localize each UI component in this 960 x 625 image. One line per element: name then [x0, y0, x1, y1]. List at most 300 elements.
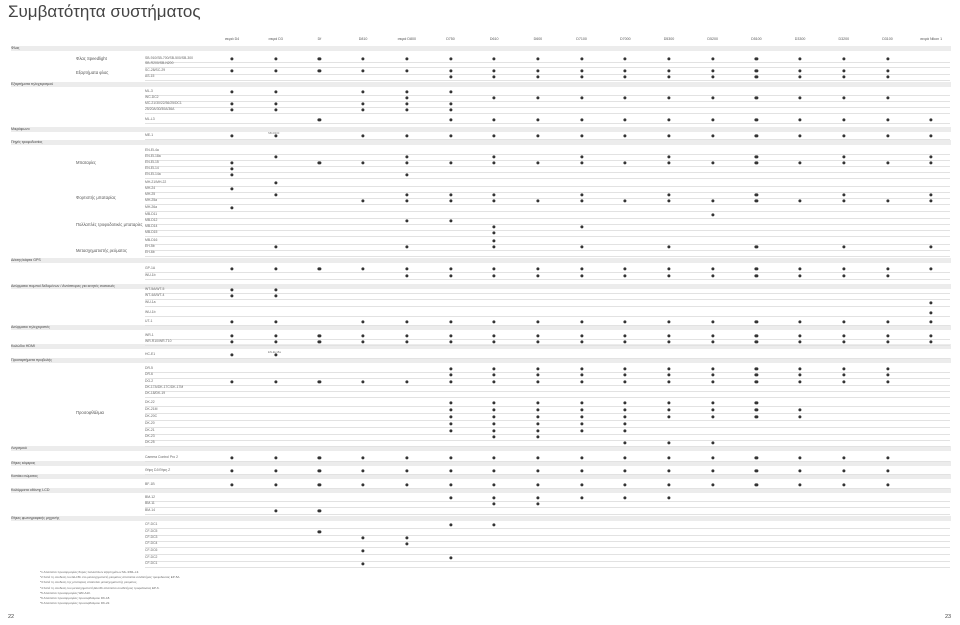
compatible-dot [362, 469, 365, 472]
compatible-dot [274, 193, 277, 196]
compatible-dot [449, 75, 452, 78]
compatible-dot [842, 118, 845, 121]
compatible-dot [711, 408, 714, 411]
row-label: WU-1a [145, 300, 156, 304]
compatible-dot [449, 57, 452, 60]
compatible-dot [449, 320, 452, 323]
compatible-dot [274, 181, 277, 184]
compatible-dot [230, 288, 233, 291]
compatible-dot [493, 415, 496, 418]
compatible-dot [405, 161, 408, 164]
model-column-header: D7100 [576, 37, 587, 41]
row-label: CF-DC3 [145, 535, 158, 539]
compatible-dot [799, 118, 802, 121]
compatible-dot [230, 167, 233, 170]
compatible-dot [580, 96, 583, 99]
compatible-dot [580, 429, 583, 432]
row-label: DK-22 [145, 400, 155, 404]
compatible-dot [799, 415, 802, 418]
compatible-dot [536, 422, 539, 425]
compatible-dot [624, 456, 627, 459]
row-label: MB-D15 [145, 230, 158, 234]
compatible-dot [799, 274, 802, 277]
compatible-dot [493, 274, 496, 277]
compatible-dot [405, 536, 408, 539]
compatible-dot [318, 340, 321, 343]
compatible-dot [667, 96, 670, 99]
compatible-dot [842, 57, 845, 60]
row-divider [145, 358, 950, 359]
table-row [0, 198, 960, 204]
compatible-dot [405, 199, 408, 202]
compatible-dot [711, 401, 714, 404]
row-label: MH-26a [145, 205, 158, 209]
compatible-dot [493, 225, 496, 228]
compatible-dot [493, 435, 496, 438]
compatible-dot [493, 429, 496, 432]
compatible-dot [536, 415, 539, 418]
subgroup-label: Προσοφθάλμια [76, 410, 104, 415]
model-column-header: σειρά D4 [224, 37, 240, 41]
compatible-dot [755, 469, 758, 472]
compatible-dot [755, 245, 758, 248]
compatible-dot [667, 441, 670, 444]
compatible-dot [755, 75, 758, 78]
compatible-dot [493, 496, 496, 499]
row-label: MB-D11 [145, 212, 158, 216]
row-divider [145, 236, 950, 237]
model-column-header: D5200 [707, 37, 718, 41]
table-row [0, 293, 960, 299]
compatible-dot [274, 483, 277, 486]
row-label: WT-5A/WT-5 [145, 287, 165, 291]
compatible-dot [842, 134, 845, 137]
row-label: DK-25 [145, 440, 155, 444]
compatible-dot [536, 320, 539, 323]
compatible-dot [886, 483, 889, 486]
compatible-dot [580, 422, 583, 425]
compatible-dot [405, 245, 408, 248]
model-column-header: D3100 [882, 37, 893, 41]
compatible-dot [930, 193, 933, 196]
compatible-dot [624, 441, 627, 444]
row-label: WT-4A/WT-4 [145, 293, 165, 297]
row-divider [145, 256, 950, 257]
compatible-dot [711, 213, 714, 216]
subgroup-label: Πολλαπλές τροφοδοτικές μπαταρίες [76, 222, 143, 227]
compatible-dot [624, 429, 627, 432]
compatible-dot [362, 334, 365, 337]
compatible-dot [493, 483, 496, 486]
compatible-dot [318, 483, 321, 486]
row-label: CF-DC4 [145, 541, 158, 545]
compatible-dot [580, 267, 583, 270]
compatible-dot [449, 422, 452, 425]
compatible-dot [449, 219, 452, 222]
compatible-dot [318, 530, 321, 533]
footnote: *2 Κατά τη σύνδεση του EH-5b στο μετασχηματιστή ρεύματος απαιτείται συνδετήρας τροφοδοσίας EP-5A. [40, 575, 181, 580]
compatible-dot [449, 102, 452, 105]
compatible-dot [930, 334, 933, 337]
row-divider [145, 474, 950, 475]
row-divider [145, 325, 950, 326]
compatible-dot [755, 118, 758, 121]
row-divider [145, 446, 950, 447]
compatible-dot [449, 367, 452, 370]
row-label: GP-1A [145, 266, 156, 270]
compatible-dot [536, 401, 539, 404]
compatible-dot [274, 245, 277, 248]
compatible-dot [449, 373, 452, 376]
compatible-dot [799, 161, 802, 164]
compatible-dot [362, 161, 365, 164]
compatible-dot [536, 134, 539, 137]
compatible-dot [536, 57, 539, 60]
compatible-dot [274, 340, 277, 343]
model-column-header: σειρά Nikon 1 [920, 37, 943, 41]
compatible-dot [580, 340, 583, 343]
compatible-dot [493, 231, 496, 234]
compatible-dot [493, 380, 496, 383]
compatible-dot [842, 274, 845, 277]
compatible-dot [318, 118, 321, 121]
compatible-dot [799, 469, 802, 472]
compatible-dot [624, 69, 627, 72]
compatible-dot [536, 483, 539, 486]
compatible-dot [230, 340, 233, 343]
compatible-dot [930, 118, 933, 121]
compatible-dot [711, 96, 714, 99]
row-divider [145, 80, 950, 81]
compatible-dot [536, 69, 539, 72]
compatible-dot [580, 134, 583, 137]
compatible-dot [624, 161, 627, 164]
compatible-dot [536, 199, 539, 202]
model-column-header: σειρά D800 [397, 37, 416, 41]
row-label: AS-15 [145, 74, 155, 78]
compatible-dot [799, 456, 802, 459]
table-row [0, 250, 960, 256]
compatible-dot [493, 161, 496, 164]
compatible-dot [362, 102, 365, 105]
compatible-dot [580, 373, 583, 376]
row-label: CF-DC6 [145, 548, 158, 552]
compatible-dot [318, 161, 321, 164]
compatible-dot [493, 69, 496, 72]
compatible-dot [799, 134, 802, 137]
compatible-dot [755, 415, 758, 418]
compatible-dot [755, 161, 758, 164]
compatible-dot [274, 90, 277, 93]
row-label: CF-DC1 [145, 522, 158, 526]
compatible-dot [711, 373, 714, 376]
compatible-dot [667, 408, 670, 411]
compatible-dot [667, 367, 670, 370]
compatible-dot [930, 320, 933, 323]
compatible-dot [799, 367, 802, 370]
table-row [0, 400, 960, 406]
row-label: WU-1b [145, 273, 156, 277]
compatible-dot [667, 373, 670, 376]
compatible-dot [799, 373, 802, 376]
compatible-dot [580, 57, 583, 60]
row-label: EN-EL14 [145, 166, 159, 170]
compatible-dot [755, 155, 758, 158]
compatible-dot [930, 161, 933, 164]
table-row [0, 339, 960, 345]
compatible-dot [536, 340, 539, 343]
compatible-dot [886, 199, 889, 202]
compatible-dot [580, 415, 583, 418]
compatible-dot [493, 340, 496, 343]
compatible-dot [493, 96, 496, 99]
compatible-dot [493, 239, 496, 242]
compatible-dot [274, 456, 277, 459]
compatible-dot [449, 496, 452, 499]
compatible-dot [536, 502, 539, 505]
section-header: Φλας [11, 46, 951, 51]
compatible-dot [230, 320, 233, 323]
compatible-dot [799, 408, 802, 411]
compatible-dot [449, 267, 452, 270]
compatible-dot [580, 75, 583, 78]
compatible-dot [405, 469, 408, 472]
compatible-dot [405, 267, 408, 270]
row-label: MH-25a [145, 198, 158, 202]
compatible-dot [755, 456, 758, 459]
model-column-header: D810 [358, 37, 368, 41]
compatible-dot [230, 483, 233, 486]
compatible-dot [755, 274, 758, 277]
compatible-dot [624, 367, 627, 370]
compatible-dot [493, 134, 496, 137]
compatible-dot [449, 118, 452, 121]
compatible-dot [493, 199, 496, 202]
row-label: Camera Control Pro 2 [145, 455, 178, 459]
compatible-dot [405, 456, 408, 459]
compatible-dot [449, 380, 452, 383]
compatible-dot [274, 288, 277, 291]
compatible-dot [580, 401, 583, 404]
compatible-dot [930, 199, 933, 202]
row-label: BM-12 [145, 495, 155, 499]
compatible-dot [624, 496, 627, 499]
compatible-dot [536, 96, 539, 99]
section-header: Καπάκι σώματος [11, 474, 951, 479]
compatible-dot [886, 456, 889, 459]
row-label: MH-25 [145, 192, 156, 196]
footnote: *5 Απαιτείται προσαρμογέας WR-A10. [40, 590, 91, 595]
table-row [0, 310, 960, 316]
compatible-dot [667, 267, 670, 270]
compatible-dot [755, 401, 758, 404]
compatible-dot [449, 161, 452, 164]
model-column-header: D750 [446, 37, 455, 41]
row-divider [145, 178, 950, 179]
row-label: DG-2 [145, 379, 154, 383]
compatible-dot [274, 509, 277, 512]
section-header: Καλύμματα οθόνης LCD [11, 488, 951, 493]
row-label: HC-E1 [145, 352, 156, 356]
compatible-dot [536, 456, 539, 459]
compatible-dot [405, 173, 408, 176]
table-row [0, 455, 960, 461]
row-label: WR-R10/WR-T10 [145, 339, 172, 343]
compatible-dot [362, 549, 365, 552]
row-label: BM-11 [145, 501, 155, 505]
row-label: DK-21M [145, 407, 158, 411]
compatible-dot [799, 75, 802, 78]
compatible-dot [274, 380, 277, 383]
compatible-dot [886, 57, 889, 60]
compatible-dot [274, 102, 277, 105]
section-header: Πηγές τροφοδοσίας [11, 140, 951, 145]
compatible-dot [580, 483, 583, 486]
row-label: CF-DC2 [145, 555, 158, 559]
subgroup-label: Φορτιστής μπαταρίας [76, 195, 116, 200]
compatible-dot [711, 161, 714, 164]
compatible-dot [667, 415, 670, 418]
compatible-dot [274, 155, 277, 158]
table-row [0, 522, 960, 528]
compatible-dot [755, 57, 758, 60]
subgroup-label: Εξαρτήματα φλας [76, 70, 109, 75]
compatible-dot [362, 380, 365, 383]
compatible-dot [580, 225, 583, 228]
compatible-dot [580, 155, 583, 158]
compatible-dot [405, 69, 408, 72]
compatible-dot [405, 57, 408, 60]
compatible-dot [274, 57, 277, 60]
compatible-dot [711, 118, 714, 121]
model-column-header: D5100 [751, 37, 762, 41]
compatible-dot [536, 334, 539, 337]
row-label: MB-D16 [145, 238, 158, 242]
section-header: Προσαρτήματα προβολής [11, 358, 951, 363]
table-row [0, 482, 960, 488]
compatible-dot [799, 483, 802, 486]
compatible-dot [667, 199, 670, 202]
model-header [0, 37, 960, 45]
table-row [0, 319, 960, 325]
row-divider [145, 279, 950, 280]
row-label: MB-D14 [145, 224, 158, 228]
row-label: SC-28/SC-29 [145, 68, 166, 72]
table-row [0, 230, 960, 236]
compatible-dot [624, 334, 627, 337]
compatible-dot [580, 274, 583, 277]
compatible-dot [799, 96, 802, 99]
subgroup-label: Μετασχηματιστής ρεύματος [76, 248, 127, 253]
compatible-dot [405, 380, 408, 383]
compatible-dot [624, 118, 627, 121]
compatible-dot [711, 274, 714, 277]
compatible-dot [230, 161, 233, 164]
table-row [0, 107, 960, 113]
row-divider [145, 123, 950, 124]
model-column-header: D3200 [838, 37, 850, 41]
compatible-dot [318, 509, 321, 512]
compatible-dot [842, 334, 845, 337]
compatible-dot [449, 108, 452, 111]
compatible-dot [667, 401, 670, 404]
row-divider [145, 316, 950, 317]
compatible-dot [711, 483, 714, 486]
compatible-dot [711, 199, 714, 202]
table-row [0, 266, 960, 272]
row-label: BF-1B [145, 482, 155, 486]
footnote: *6 Απαιτείται προσαρμογέας προσοφθαλμίου DK-18. [40, 596, 111, 600]
model-column-header: D7000 [620, 37, 631, 41]
compatible-dot [842, 367, 845, 370]
compatible-dot [667, 274, 670, 277]
compatible-dot [711, 380, 714, 383]
section-header: Θήκες φωτογραφικής μηχανής [11, 516, 951, 521]
compatible-dot [624, 267, 627, 270]
compatible-dot [842, 469, 845, 472]
compatible-dot [493, 245, 496, 248]
compatible-dot [842, 75, 845, 78]
compatible-dot [930, 267, 933, 270]
compatible-dot [711, 75, 714, 78]
compatible-dot [755, 367, 758, 370]
compatible-dot [886, 469, 889, 472]
row-divider [145, 397, 950, 398]
compatible-dot [624, 57, 627, 60]
compatible-dot [624, 408, 627, 411]
table-row [0, 172, 960, 178]
compatible-dot [449, 340, 452, 343]
compatible-dot [405, 134, 408, 137]
compatible-dot [842, 161, 845, 164]
compatible-dot [886, 75, 889, 78]
row-label: DK-20 [145, 421, 155, 425]
compatible-dot [886, 320, 889, 323]
section-header: Μικρόφωνο [11, 127, 951, 132]
compatible-dot [405, 542, 408, 545]
table-row [0, 133, 960, 139]
footnote: *6 Απαιτείται προσαρμογέας προσοφθαλμίου DK-22. [40, 601, 111, 606]
row-label: CF-DC5 [145, 529, 158, 533]
compatible-dot [449, 401, 452, 404]
compatible-dot [842, 267, 845, 270]
row-label: MC-21/30/22/36/25/DC1 [145, 101, 182, 105]
compatible-dot [667, 193, 670, 196]
section-header: Καλώδιο HDMI [11, 344, 951, 349]
table-row [0, 300, 960, 306]
row-label: EH-6b [145, 250, 155, 254]
row-label: 25/20A/30/30A/36A [145, 107, 175, 111]
compatible-dot [886, 69, 889, 72]
section-header: Θήκες κάμερας [11, 461, 951, 466]
compatible-dot [405, 155, 408, 158]
compatible-dot [536, 267, 539, 270]
compatible-dot [624, 274, 627, 277]
compatible-dot [624, 373, 627, 376]
compatible-dot [230, 353, 233, 356]
compatible-dot [667, 320, 670, 323]
compatible-dot [493, 502, 496, 505]
compatible-dot [930, 245, 933, 248]
compatible-dot [624, 401, 627, 404]
compatible-dot [580, 367, 583, 370]
compatible-dot [755, 373, 758, 376]
compatible-dot [536, 75, 539, 78]
compatible-dot [230, 187, 233, 190]
row-divider [145, 461, 950, 462]
compatible-dot [230, 469, 233, 472]
compatible-dot [230, 69, 233, 72]
